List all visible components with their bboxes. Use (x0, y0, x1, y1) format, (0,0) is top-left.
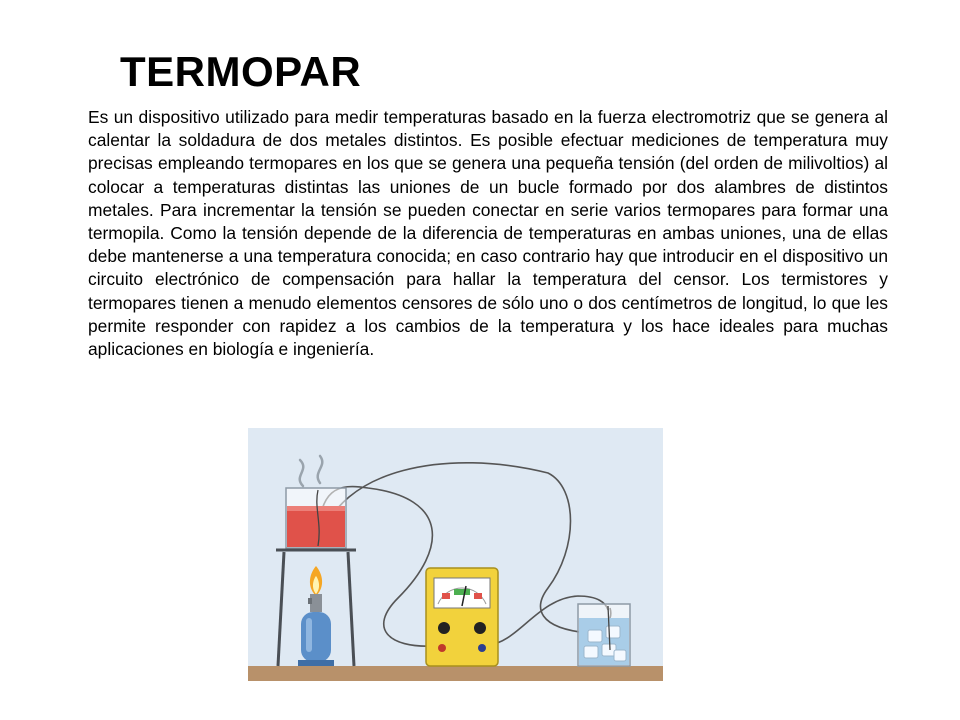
lab-bench (248, 666, 663, 681)
voltmeter (426, 568, 498, 666)
meter-terminal (438, 644, 446, 652)
meter-knob (474, 622, 486, 634)
thermocouple-illustration (248, 428, 663, 681)
cold-beaker (578, 604, 630, 666)
slide-title: TERMOPAR (120, 48, 362, 95)
slide-body-text: Es un dispositivo utilizado para medir temperaturas basado en la fuerza electromotriz que se genera al calentar la soldadura de dos metales distintos. Es posible efectuar mediciones de temperatura muy precisas empleando termopares en los que se genera una pequeña tensión (del orden de milivoltios) al colocar a temperaturas distintas las uniones de un bucle formado por dos alambres de distintos metales. Para incrementar la tensión se pueden conectar en serie varios termopares para formar una termopila. Como la tensión depende de la diferencia de temperaturas en ambas uniones, una de ellas debe mantenerse a una temperatura conocida; en caso contrario hay que introducir en el dispositivo un circuito electrónico de compensación para hallar la temperatura del censor. Los termistores y termopares tienen a menudo elementos censores de sólo uno o dos centímetros de longitud, lo que les permite responder con rapidez a los cambios de la temperatura y los hace ideales para muchas aplicaciones en biología e ingeniería. (88, 107, 888, 360)
meter-terminal (478, 644, 486, 652)
meter-knob (438, 622, 450, 634)
hot-beaker (286, 488, 346, 548)
